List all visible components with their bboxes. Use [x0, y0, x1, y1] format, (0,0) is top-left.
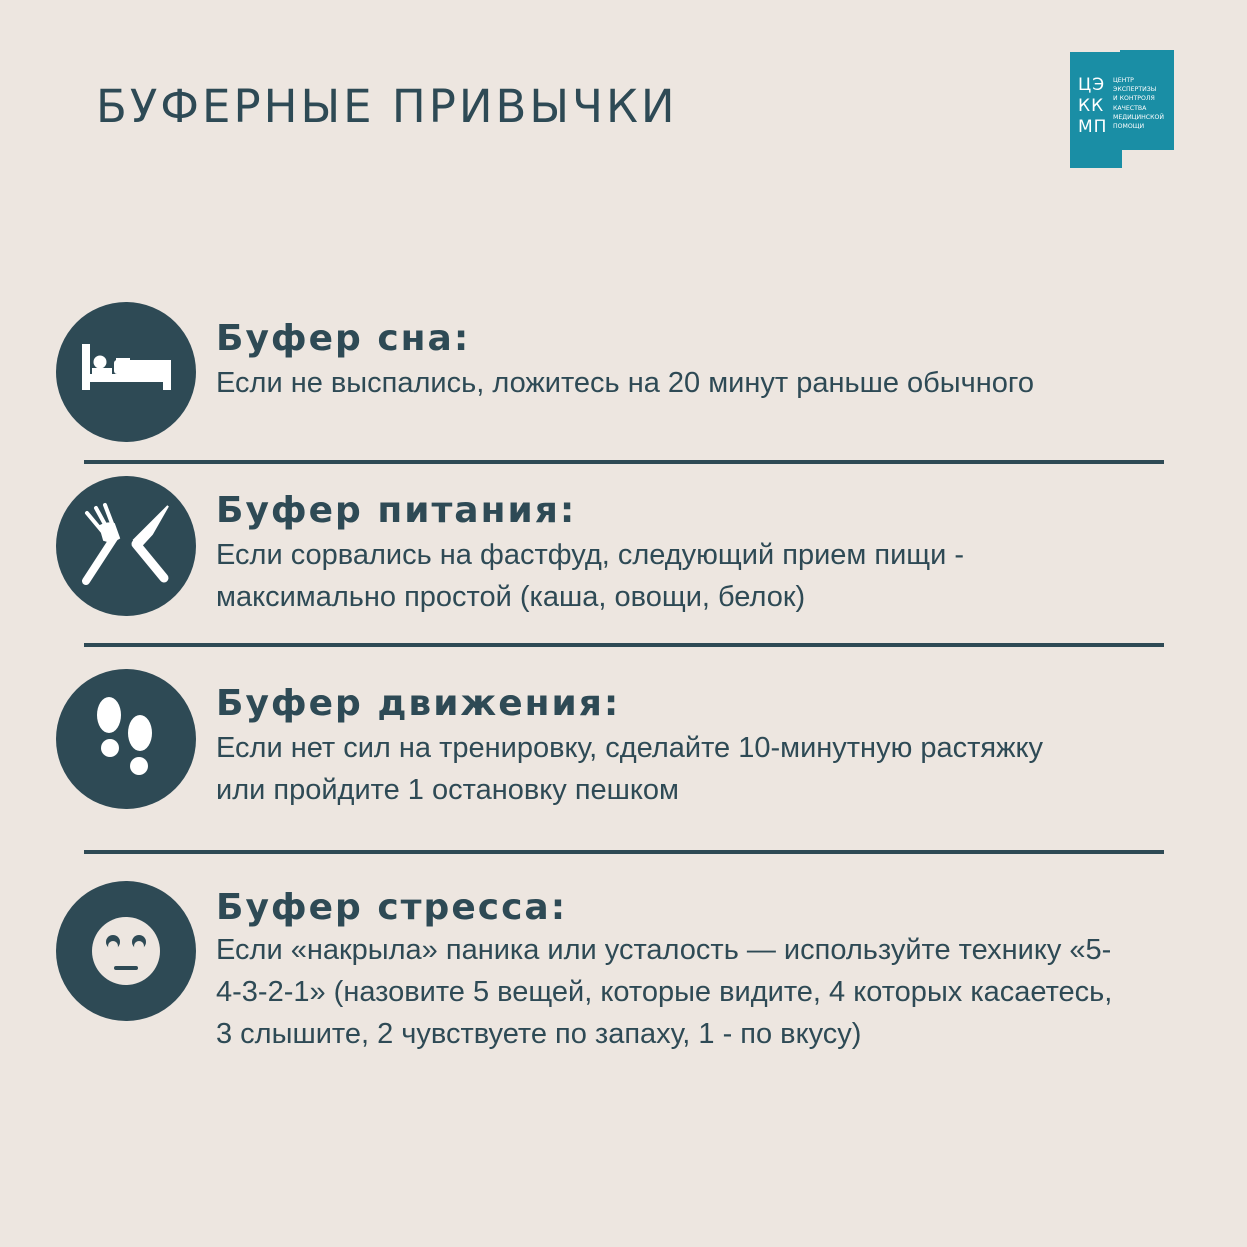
item-title: Буфер питания:: [216, 490, 577, 531]
item-text-line: максимально простой (каша, овощи, белок): [216, 581, 806, 613]
stress-icon-circle: [56, 881, 196, 1021]
item-text: [216, 727, 1206, 811]
item-text-line: 3 слышите, 2 чувствуете по запаху, 1 - по вкусу): [216, 1018, 862, 1050]
logo-text-line: ЭКСПЕРТИЗЫ: [1113, 86, 1157, 94]
page-title: БУФЕРНЫЕ ПРИВЫЧКИ: [96, 80, 678, 133]
logo-text-line: МЕДИЦИНСКОЙ: [1113, 113, 1165, 121]
divider: [84, 460, 1164, 464]
logo-letters-line: МП: [1078, 117, 1108, 137]
sleep-icon-circle: [56, 302, 196, 442]
item-text-line: Если «накрыла» паника или усталость — используйте технику «5-: [216, 934, 1112, 966]
logo-text-line: КАЧЕСТВА: [1113, 104, 1147, 112]
movement-icon-circle: [56, 669, 196, 809]
logo-text-line: ЦЕНТР: [1113, 77, 1134, 84]
food-icon-circle: [56, 476, 196, 616]
logo-letters-line: КК: [1078, 96, 1105, 116]
item-text-line: 4-3-2-1» (назовите 5 вещей, которые видите, 4 которых касаетесь,: [216, 976, 1113, 1008]
divider: [84, 850, 1164, 854]
item-text-line: Если нет сил на тренировку, сделайте 10-минутную растяжку: [216, 732, 1044, 764]
item-text: [216, 929, 1206, 1055]
item-text: [216, 534, 1206, 618]
bed-icon: [56, 302, 196, 442]
relieved-face-icon: [56, 881, 196, 1021]
logo-letters-line: ЦЭ: [1078, 75, 1106, 95]
item-title: Буфер сна:: [216, 318, 471, 359]
item-text-line: Если не выспались, ложитесь на 20 минут раньше обычного: [216, 367, 1034, 399]
item-title: Буфер стресса:: [216, 887, 568, 928]
divider: [84, 643, 1164, 647]
logo-text-line: И КОНТРОЛЯ: [1113, 95, 1155, 103]
item-text-line: или пройдите 1 остановку пешком: [216, 774, 679, 806]
fork-knife-icon: [56, 476, 196, 616]
logo-text: [1113, 76, 1173, 131]
item-text-line: Если сорвались на фастфуд, следующий прием пищи -: [216, 539, 965, 571]
footprints-icon: [56, 669, 196, 809]
logo-letters: [1078, 75, 1114, 138]
logo-text-line: ПОМОЩИ: [1113, 123, 1145, 131]
item-text: [216, 362, 1206, 404]
item-title: Буфер движения:: [216, 683, 621, 724]
logo: [1070, 50, 1174, 168]
